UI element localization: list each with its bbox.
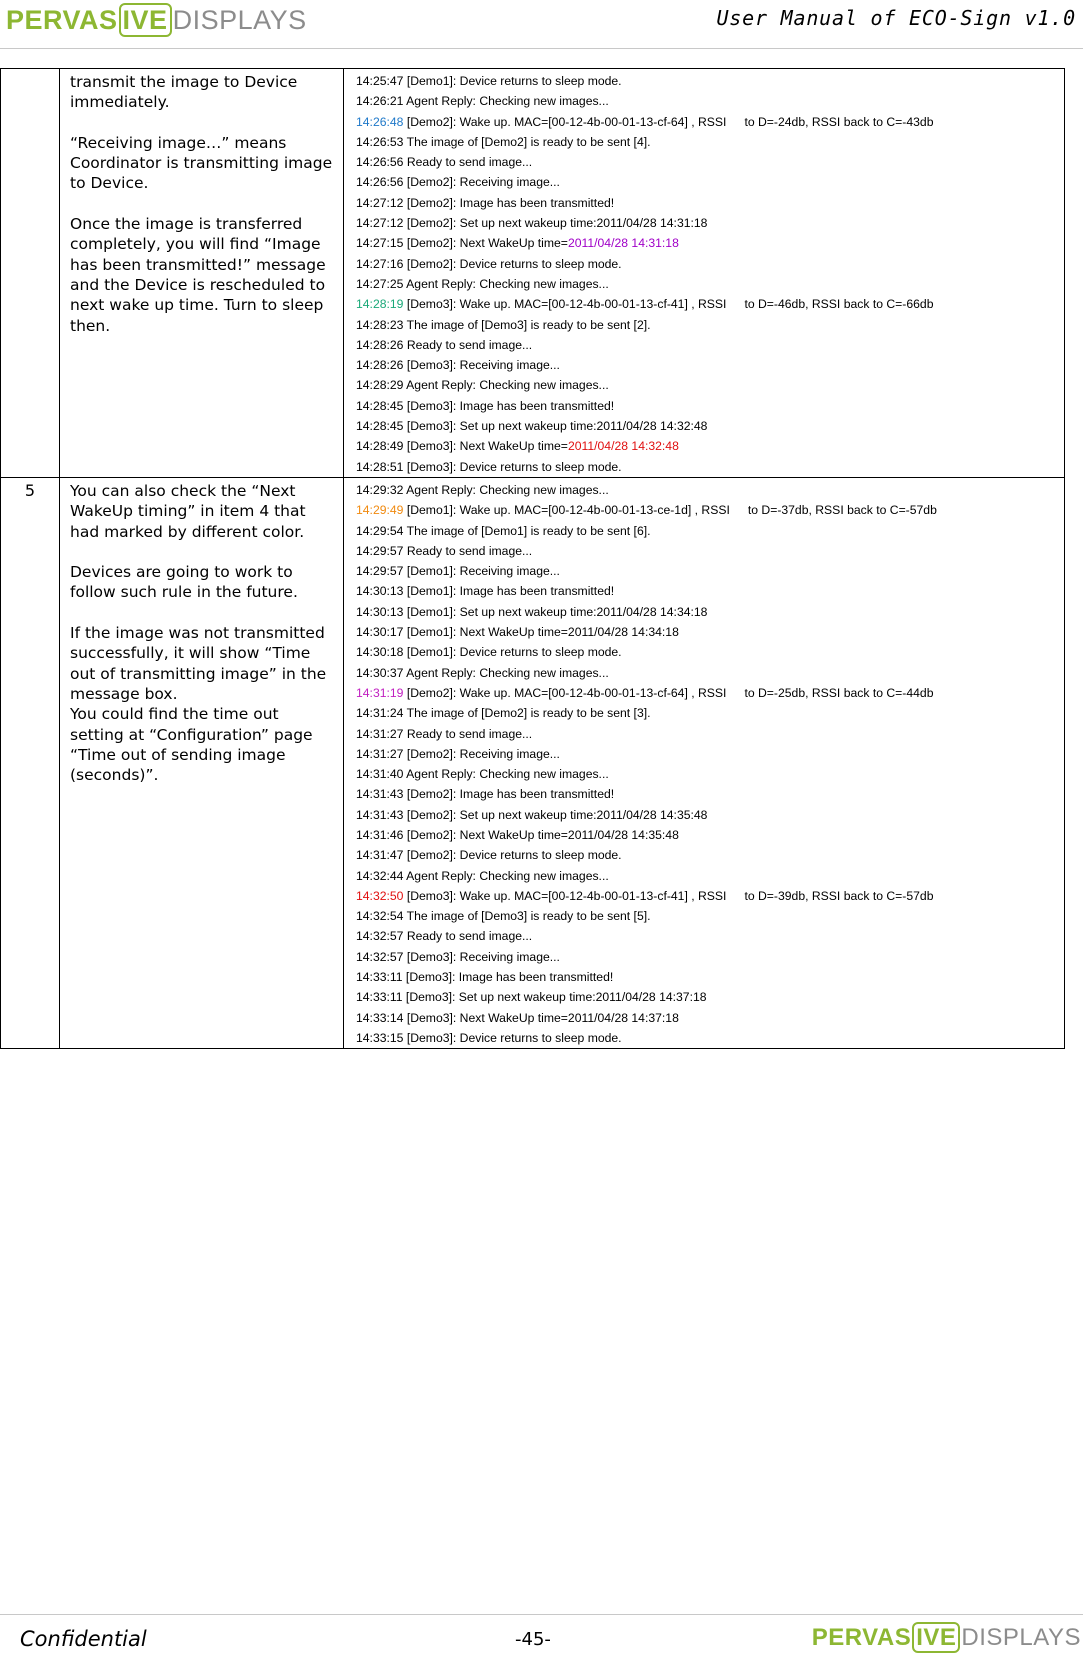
- log-line: [356, 642, 1064, 662]
- logo-text-box: IVE: [912, 1622, 960, 1653]
- log-message: Agent Reply: Checking new images...: [403, 482, 609, 497]
- log-timestamp: 14:28:29: [356, 378, 404, 393]
- logo-text-a: PERVAS: [811, 1624, 912, 1651]
- log-message: Ready to send image...: [403, 155, 533, 170]
- log-line: [356, 375, 1064, 395]
- log-timestamp: 14:30:13: [356, 604, 404, 619]
- log-message: Ready to send image...: [403, 929, 533, 944]
- log-message: [Demo2]: Set up next wakeup time:2011/04/28 14:31:18: [403, 216, 708, 231]
- log-line: [356, 703, 1064, 723]
- log-message: Agent Reply: Checking new images...: [403, 94, 609, 109]
- message-log: [344, 477, 1065, 1048]
- log-message: The image of [Demo2] is ready to be sent [3].: [403, 706, 651, 721]
- log-message: [Demo3]: Receiving image...: [403, 358, 560, 373]
- log-timestamp: 14:33:11: [356, 970, 403, 985]
- log-timestamp: 14:33:15: [356, 1030, 404, 1045]
- log-line: [356, 784, 1064, 804]
- logo-text-c: DISPLAYS: [172, 5, 307, 35]
- log-timestamp: 14:31:43: [356, 807, 404, 822]
- log-message: The image of [Demo3] is ready to be sent [5].: [403, 909, 651, 924]
- log-timestamp: 14:33:11: [356, 990, 403, 1005]
- log-wakeup-highlight: 2011/04/28 14:31:18: [567, 236, 679, 251]
- log-line: [356, 112, 1064, 132]
- log-rssi: to D=-37db, RSSI back to C=-57db: [747, 503, 937, 518]
- log-line: [356, 683, 1064, 703]
- page-header: [0, 0, 1083, 49]
- instruction-table: [0, 68, 1065, 1049]
- log-message: [Demo3]: Wake up. MAC=[00-12-4b-00-01-13-cf-41] , RSSI: [403, 888, 727, 903]
- description-paragraph: Devices are going to work to follow such rule in the future.: [70, 563, 298, 602]
- log-line: [356, 71, 1064, 91]
- description-paragraph: “Receiving image…” means Coordinator is transmitting image to Device.: [70, 133, 333, 193]
- log-timestamp: 14:27:25: [356, 276, 404, 291]
- log-message: [Demo1]: Image has been transmitted!: [403, 584, 615, 599]
- log-message: [Demo2]: Wake up. MAC=[00-12-4b-00-01-13-cf-64] , RSSI: [403, 114, 727, 129]
- log-line: [356, 416, 1064, 436]
- log-message: [Demo2]: Next WakeUp time=2011/04/28 14:35:48: [403, 827, 679, 842]
- log-timestamp: 14:27:16: [356, 256, 404, 271]
- log-line: [356, 480, 1064, 500]
- log-message: [Demo3]: Image has been transmitted!: [402, 970, 614, 985]
- log-timestamp: 14:30:17: [356, 625, 404, 640]
- log-message: Ready to send image...: [403, 543, 533, 558]
- log-line: [356, 987, 1064, 1007]
- log-timestamp: 14:26:56: [356, 155, 404, 170]
- log-message: [Demo2]: Device returns to sleep mode.: [403, 256, 622, 271]
- log-timestamp: 14:27:15: [356, 236, 404, 251]
- log-line: [356, 233, 1064, 253]
- log-message: [Demo2]: Set up next wakeup time:2011/04/28 14:35:48: [403, 807, 708, 822]
- log-message: Agent Reply: Checking new images...: [403, 378, 609, 393]
- log-timestamp: 14:31:46: [356, 827, 404, 842]
- description-paragraph: You can also check the “Next WakeUp timing” in item 4 that had marked by different color.: [70, 481, 306, 541]
- log-line: [356, 906, 1064, 926]
- log-line: [356, 436, 1064, 456]
- logo-text-box: IVE: [119, 3, 172, 37]
- log-timestamp: 14:31:19: [356, 685, 404, 700]
- log-line: [356, 254, 1064, 274]
- log-timestamp: 14:28:45: [356, 398, 404, 413]
- log-timestamp: 14:29:49: [356, 503, 404, 518]
- document-title: User Manual of ECO-Sign v1.0: [716, 6, 1076, 30]
- log-timestamp: 14:30:37: [356, 665, 404, 680]
- log-line: [356, 622, 1064, 642]
- log-line: [356, 315, 1064, 335]
- log-line: [356, 541, 1064, 561]
- log-line: [356, 213, 1064, 233]
- log-line: [356, 724, 1064, 744]
- log-message: [Demo3]: Device returns to sleep mode.: [403, 1030, 622, 1045]
- log-timestamp: 14:28:51: [356, 459, 404, 474]
- logo-text-c: DISPLAYS: [961, 1624, 1081, 1651]
- log-timestamp: 14:28:26: [356, 337, 404, 352]
- log-timestamp: 14:28:49: [356, 439, 404, 454]
- log-message: [Demo1]: Receiving image...: [403, 564, 560, 579]
- log-line: [356, 561, 1064, 581]
- log-timestamp: 14:30:18: [356, 645, 404, 660]
- log-message: [Demo2]: Receiving image...: [403, 746, 560, 761]
- log-message: [Demo3]: Next WakeUp time=2011/04/28 14:37:18: [403, 1010, 679, 1025]
- log-message: Agent Reply: Checking new images...: [403, 767, 609, 782]
- log-line: [356, 521, 1064, 541]
- log-line: [356, 967, 1064, 987]
- log-line: [356, 91, 1064, 111]
- log-message: [Demo3]: Image has been transmitted!: [403, 398, 615, 413]
- description-paragraph: Once the image is transferred completely, you will find “Image has been transmitted!” message and the Device is rescheduled to next wake up time. Turn to sleep then.: [70, 215, 326, 335]
- log-message: [Demo3]: Device returns to sleep mode.: [403, 459, 622, 474]
- step-description: [60, 477, 344, 1048]
- log-line: [356, 602, 1064, 622]
- log-message: The image of [Demo3] is ready to be sent [2].: [403, 317, 651, 332]
- page-footer: [0, 1614, 1083, 1657]
- log-line: [356, 457, 1064, 477]
- log-message: Agent Reply: Checking new images...: [403, 868, 609, 883]
- log-line: [356, 132, 1064, 152]
- log-timestamp: 14:29:57: [356, 543, 404, 558]
- log-timestamp: 14:27:12: [356, 216, 404, 231]
- log-line: [356, 274, 1064, 294]
- log-line: [356, 355, 1064, 375]
- log-line: [356, 294, 1064, 314]
- log-line: [356, 1028, 1064, 1048]
- log-timestamp: 14:26:53: [356, 134, 404, 149]
- log-message: [Demo1]: Set up next wakeup time:2011/04/28 14:34:18: [403, 604, 708, 619]
- log-rssi: to D=-25db, RSSI back to C=-44db: [744, 685, 934, 700]
- log-timestamp: 14:26:56: [356, 175, 404, 190]
- table-row: [1, 69, 1065, 478]
- log-line: [356, 193, 1064, 213]
- log-rssi: to D=-39db, RSSI back to C=-57db: [744, 888, 934, 903]
- log-timestamp: 14:28:26: [356, 358, 404, 373]
- log-timestamp: 14:31:43: [356, 787, 404, 802]
- logo-text-a: PERVAS: [6, 5, 118, 35]
- log-timestamp: 14:31:24: [356, 706, 404, 721]
- log-line: [356, 886, 1064, 906]
- log-line: [356, 805, 1064, 825]
- log-message: [Demo2]: Receiving image...: [403, 175, 560, 190]
- log-timestamp: 14:31:27: [356, 726, 404, 741]
- log-timestamp: 14:25:47: [356, 74, 404, 88]
- log-line: [356, 926, 1064, 946]
- message-log: [344, 69, 1065, 478]
- log-message: [Demo3]: Wake up. MAC=[00-12-4b-00-01-13-cf-41] , RSSI: [403, 297, 727, 312]
- log-wakeup-highlight: 2011/04/28 14:32:48: [567, 439, 679, 454]
- confidential-label: Confidential: [20, 1627, 147, 1651]
- step-number: [1, 69, 60, 478]
- log-rssi: to D=-24db, RSSI back to C=-43db: [744, 114, 934, 129]
- log-timestamp: 14:28:23: [356, 317, 404, 332]
- log-line: [356, 744, 1064, 764]
- log-message: [Demo3]: Set up next wakeup time:2011/04/28 14:37:18: [402, 990, 707, 1005]
- log-timestamp: 14:30:13: [356, 584, 404, 599]
- log-message: [Demo3]: Set up next wakeup time:2011/04/28 14:32:48: [403, 419, 708, 434]
- log-message: [Demo2]: Device returns to sleep mode.: [403, 848, 622, 863]
- log-message: [Demo3]: Receiving image...: [403, 949, 560, 964]
- log-timestamp: 14:33:14: [356, 1010, 404, 1025]
- log-timestamp: 14:29:32: [356, 482, 404, 497]
- log-timestamp: 14:26:48: [356, 114, 404, 129]
- log-message: [Demo1]: Device returns to sleep mode.: [403, 645, 622, 660]
- log-line: [356, 581, 1064, 601]
- log-message: [Demo2]: Image has been transmitted!: [403, 787, 615, 802]
- log-line: [356, 396, 1064, 416]
- log-timestamp: 14:27:12: [356, 195, 404, 210]
- log-line: [356, 663, 1064, 683]
- log-line: [356, 947, 1064, 967]
- pervasive-displays-logo: [6, 4, 307, 36]
- log-message: The image of [Demo1] is ready to be sent [6].: [403, 523, 651, 538]
- log-message: [Demo2]: Wake up. MAC=[00-12-4b-00-01-13-cf-64] , RSSI: [403, 685, 727, 700]
- log-message: Ready to send image...: [403, 337, 533, 352]
- log-message: Ready to send image...: [403, 726, 533, 741]
- description-paragraph: If the image was not transmitted successfully, it will show “Time out of transmitting image” in the message box.: [70, 624, 327, 703]
- log-line: [356, 500, 1064, 520]
- log-timestamp: 14:28:45: [356, 419, 404, 434]
- log-timestamp: 14:32:57: [356, 929, 404, 944]
- log-timestamp: 14:29:57: [356, 564, 404, 579]
- log-line: [356, 335, 1064, 355]
- log-rssi: to D=-46db, RSSI back to C=-66db: [744, 297, 934, 312]
- log-line: [356, 825, 1064, 845]
- log-line: [356, 845, 1064, 865]
- page-number: -45-: [515, 1629, 551, 1650]
- log-timestamp: 14:32:44: [356, 868, 404, 883]
- log-message: [Demo3]: Next WakeUp time=: [403, 439, 568, 454]
- log-timestamp: 14:26:21: [356, 94, 404, 109]
- log-line: [356, 152, 1064, 172]
- log-timestamp: 14:32:57: [356, 949, 404, 964]
- log-message: Agent Reply: Checking new images...: [403, 276, 609, 291]
- log-message: Agent Reply: Checking new images...: [403, 665, 609, 680]
- log-message: [Demo1]: Next WakeUp time=2011/04/28 14:34:18: [403, 625, 679, 640]
- step-number: 5: [1, 477, 60, 1048]
- log-message: [Demo1]: Device returns to sleep mode.: [403, 74, 622, 88]
- log-line: [356, 172, 1064, 192]
- log-timestamp: 14:32:50: [356, 888, 404, 903]
- log-timestamp: 14:31:47: [356, 848, 404, 863]
- log-message: [Demo2]: Image has been transmitted!: [403, 195, 615, 210]
- description-paragraph: transmit the image to Device immediately.: [70, 73, 298, 112]
- log-timestamp: 14:31:27: [356, 746, 404, 761]
- log-timestamp: 14:28:19: [356, 297, 404, 312]
- log-timestamp: 14:31:40: [356, 767, 404, 782]
- log-line: [356, 866, 1064, 886]
- log-line: [356, 1008, 1064, 1028]
- log-message: [Demo1]: Wake up. MAC=[00-12-4b-00-01-13-ce-1d] , RSSI: [403, 503, 730, 518]
- description-paragraph: You could find the time out setting at “Configuration” page “Time out of sending image (seconds)”.: [70, 705, 313, 785]
- log-message: The image of [Demo2] is ready to be sent [4].: [403, 134, 651, 149]
- log-message: [Demo2]: Next WakeUp time=: [403, 236, 568, 251]
- step-description: [60, 69, 344, 478]
- log-timestamp: 14:32:54: [356, 909, 404, 924]
- footer-logo: [812, 1623, 1081, 1653]
- log-timestamp: 14:29:54: [356, 523, 404, 538]
- table-row: [1, 477, 1065, 1048]
- log-line: [356, 764, 1064, 784]
